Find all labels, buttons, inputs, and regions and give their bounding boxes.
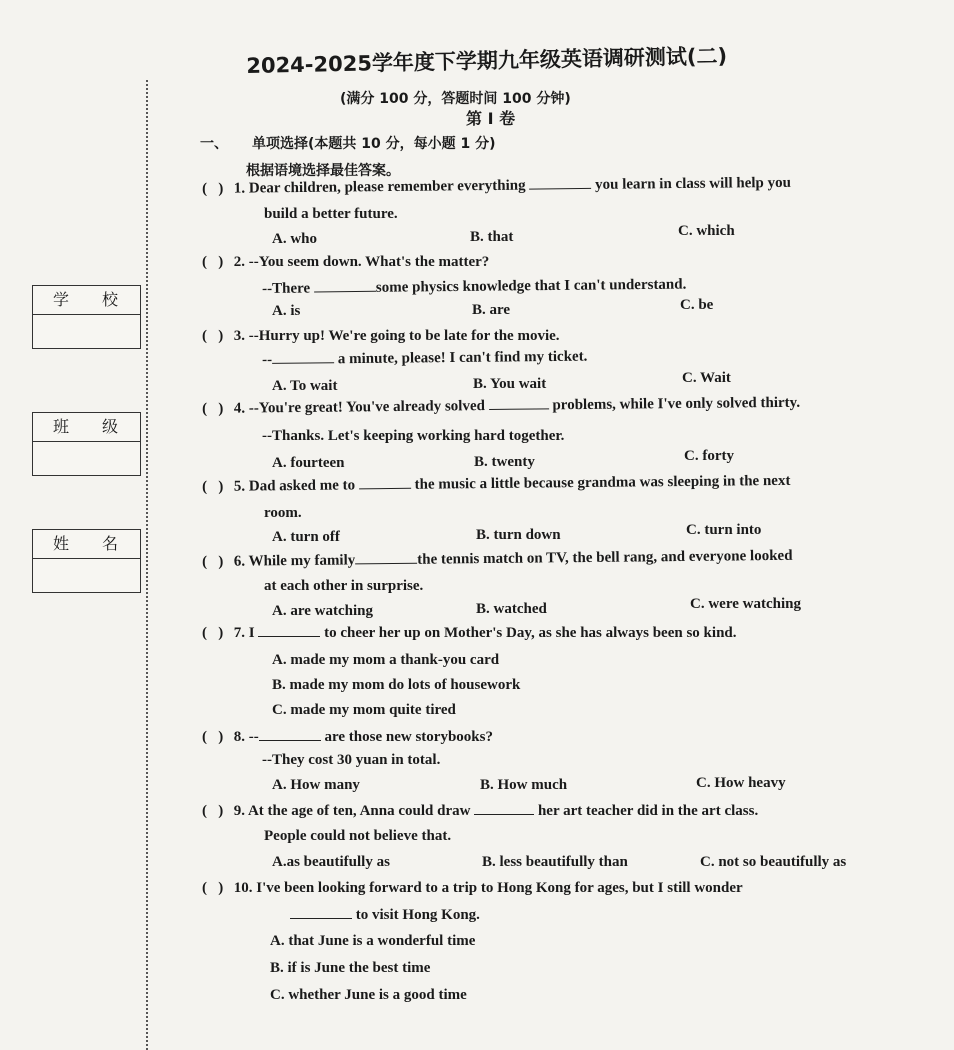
question-number: 6. [233, 553, 246, 570]
option-b: B. that [470, 229, 514, 245]
question-stem-cont: problems, while I've only solved thirty. [552, 394, 801, 414]
answer-paren: ( ) [202, 400, 224, 417]
question-stem-cont: you learn in class will help you [595, 174, 792, 193]
option-c: C. were watching [690, 596, 801, 612]
exam-subtitle: (满分 100 分，答题时间 100 分钟) [340, 91, 571, 107]
question-6-line2: at each other in surprise. [264, 578, 424, 594]
option-a: A. are watching [272, 603, 373, 619]
option-a: A.as beautifully as [272, 854, 390, 870]
answer-blank [314, 279, 376, 293]
name-label: 姓 名 [33, 530, 140, 559]
option-c: C. How heavy [696, 775, 786, 791]
option-c: C. made my mom quite tired [272, 702, 456, 718]
question-stem: While my family [248, 552, 356, 570]
question-8: ( ) 8. -- are those new storybooks? [202, 729, 493, 745]
answer-paren: ( ) [202, 180, 224, 197]
section-title: 单项选择(本题共 10 分，每小题 1 分) [252, 136, 496, 152]
section-number: 一、 [200, 136, 228, 152]
option-c: C. turn into [686, 522, 762, 538]
answer-paren: ( ) [202, 478, 224, 495]
question-5 [202, 472, 791, 496]
option-a: A. To wait [272, 378, 338, 394]
option-b: B. You wait [473, 376, 547, 392]
answer-paren: ( ) [202, 553, 224, 570]
question-stem: --You seem down. What's the matter? [248, 254, 490, 270]
answer-paren: ( ) [202, 803, 224, 819]
option-c: C. Wait [682, 370, 731, 386]
option-c: C. forty [684, 448, 734, 464]
answer-blank [474, 802, 534, 815]
answer-paren: ( ) [202, 625, 224, 641]
question-stem: At the age of ten, Anna could draw [247, 803, 471, 819]
question-number: 5. [233, 478, 246, 495]
school-label: 学 校 [33, 286, 140, 315]
question-number: 8. [233, 729, 245, 745]
question-stem: I [248, 625, 255, 641]
question-3-line2: -- a minute, please! I can't find my ticket. [262, 348, 588, 368]
question-4-line2: --Thanks. Let's keeping working hard together. [262, 428, 565, 444]
question-stem-cont: are those new storybooks? [324, 729, 493, 745]
question-number: 2. [233, 254, 245, 270]
question-10 [202, 880, 743, 897]
volume-label: 第 I 卷 [466, 109, 516, 128]
option-a: A. that June is a wonderful time [270, 933, 476, 949]
option-b: B. twenty [474, 454, 535, 470]
question-9-line2: People could not believe that. [264, 828, 452, 844]
question-number: 3. [233, 328, 245, 344]
question-stem-cont: the tennis match on TV, the bell rang, and everyone looked [417, 547, 793, 568]
option-a: A. made my mom a thank-you card [272, 652, 500, 668]
option-a: A. is [272, 303, 301, 319]
option-b: B. if is June the best time [270, 960, 431, 976]
question-2-line2: --There some physics knowledge that I can't understand. [262, 276, 687, 297]
answer-paren: ( ) [202, 880, 224, 896]
question-6 [202, 547, 793, 571]
option-b: B. watched [476, 601, 547, 617]
question-9 [202, 802, 758, 820]
name-box [32, 529, 141, 593]
section-heading [200, 133, 496, 153]
question-stem: Dad asked me to [248, 477, 356, 495]
question-3 [202, 328, 560, 345]
answer-blank [529, 176, 591, 190]
question-number: 1. [233, 180, 246, 197]
option-a: A. who [272, 231, 318, 247]
option-b: B. made my mom do lots of housework [272, 677, 521, 693]
answer-paren: ( ) [202, 328, 224, 344]
question-8-line2: --They cost 30 yuan in total. [262, 752, 441, 768]
option-b: B. How much [480, 777, 568, 793]
option-c: C. whether June is a good time [270, 987, 467, 1003]
answer-blank [359, 476, 411, 490]
question-7 [202, 624, 737, 642]
section-instruction: 根据语境选择最佳答案。 [246, 163, 400, 179]
question-5-line2: room. [264, 505, 302, 521]
class-label: 班 级 [33, 413, 140, 442]
option-a: A. fourteen [272, 455, 345, 471]
option-a: A. turn off [272, 529, 340, 545]
binding-fold-line [146, 80, 148, 1050]
option-c: C. which [678, 223, 735, 239]
question-stem: --You're great! You've already solved [248, 398, 486, 417]
option-b: B. turn down [476, 527, 561, 543]
answer-blank [355, 551, 417, 565]
answer-blank [272, 350, 334, 364]
option-b: B. are [472, 302, 511, 318]
answer-paren: ( ) [202, 254, 224, 270]
question-stem: --Hurry up! We're going to be late for the movie. [248, 328, 560, 344]
question-stem: I've been looking forward to a trip to Hong Kong for ages, but I still wonder [256, 880, 743, 896]
answer-blank [290, 906, 352, 919]
question-stem-cont: her art teacher did in the art class. [537, 803, 759, 819]
option-c: C. not so beautifully as [700, 854, 847, 870]
option-a: A. How many [272, 777, 360, 793]
question-number: 9. [233, 803, 245, 819]
question-2 [202, 254, 489, 271]
question-number: 7. [233, 625, 245, 641]
question-stem-cont: the music a little because grandma was sleeping in the next [414, 472, 791, 493]
question-10-line2: to visit Hong Kong. [290, 906, 480, 924]
answer-blank [259, 728, 321, 741]
option-c: C. be [680, 297, 714, 313]
school-box [32, 285, 141, 349]
question-number: 4. [233, 400, 246, 417]
answer-paren: ( ) [202, 729, 224, 745]
answer-blank [258, 624, 320, 637]
question-number: 10. [233, 880, 253, 896]
question-1-line2: build a better future. [264, 206, 398, 222]
question-stem-cont: to cheer her up on Mother's Day, as she has always been so kind. [324, 625, 737, 641]
question-4 [202, 394, 800, 418]
class-box [32, 412, 141, 476]
option-b: B. less beautifully than [482, 854, 628, 870]
exam-title: 2024-2025学年度下学期九年级英语调研测试(二) [246, 43, 728, 78]
answer-blank [489, 396, 549, 410]
question-stem: Dear children, please remember everything [248, 177, 526, 197]
